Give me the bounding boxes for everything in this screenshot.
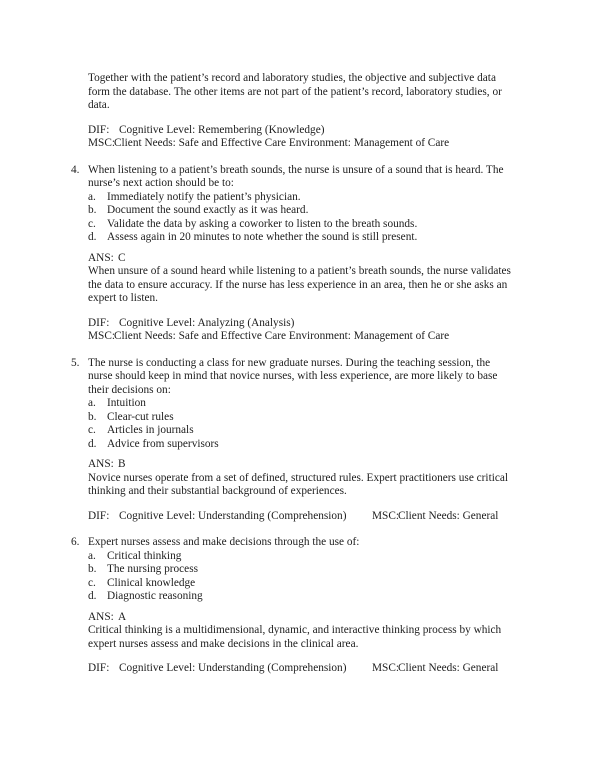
dif-label: DIF: (88, 662, 110, 674)
question-item-5 (71, 356, 516, 524)
msc-value: Client Needs: General (398, 662, 499, 674)
option-text: Critical thinking (107, 549, 182, 562)
option-letter: a. (88, 190, 96, 203)
option-letter: c. (88, 424, 96, 436)
answer-option (88, 411, 516, 425)
answer-line (88, 611, 516, 625)
dif-row (88, 317, 516, 331)
msc-label: MSC: (372, 509, 400, 522)
dif-row (88, 662, 372, 676)
msc-value: Client Needs: Safe and Effective Care Environment: Management of Care (114, 330, 450, 342)
ans-value: C (118, 251, 126, 264)
question-stem: Expert nurses assess and make decisions through the use of: (88, 536, 360, 548)
option-text: Diagnostic reasoning (107, 590, 203, 602)
msc-label: MSC: (88, 330, 116, 342)
question-stem: When listening to a patient’s breath sounds, the nurse is unsure of a sound that is heard. The nurse’s next action should be to: (88, 163, 504, 189)
answer-rationale: Together with the patient’s record and laboratory studies, the objective and subjective data form the database. The other items are not part of the patient’s record, laboratory studies, or data. (88, 72, 502, 111)
meta-block (88, 317, 516, 344)
ans-label: ANS: (88, 610, 114, 623)
answer-rationale: Critical thinking is a multidimensional, dynamic, and interactive thinking process by which expert nurses assess and make decisions in the clinical area. (88, 624, 502, 650)
dif-label: DIF: (88, 509, 110, 522)
option-letter: b. (88, 204, 97, 216)
msc-row (372, 510, 498, 522)
option-text: Advice from supervisors (107, 437, 219, 450)
option-letter: b. (88, 410, 97, 423)
dif-value: Cognitive Level: Remembering (Knowledge) (119, 123, 325, 136)
dif-label: DIF: (88, 123, 110, 136)
option-text: Immediately notify the patient’s physician. (107, 190, 301, 203)
meta-block-inline (88, 510, 516, 524)
msc-row (88, 137, 516, 151)
question-item-6 (71, 536, 516, 676)
option-letter: d. (88, 437, 97, 450)
dif-value: Cognitive Level: Understanding (Comprehension) (119, 509, 347, 522)
msc-row (372, 662, 498, 674)
answer-option (88, 204, 516, 218)
option-text: Validate the data by asking a coworker to listen to the breath sounds. (107, 217, 418, 230)
answer-option (88, 563, 516, 577)
option-text: Assess again in 20 minutes to note whether the sound is still present. (107, 231, 418, 243)
answer-option (88, 218, 516, 232)
msc-label: MSC: (88, 137, 116, 149)
option-text: The nursing process (107, 563, 198, 575)
answer-option (88, 397, 516, 411)
answer-option (88, 550, 516, 564)
ans-label: ANS: (88, 458, 114, 470)
answer-line (88, 458, 516, 472)
dif-label: DIF: (88, 316, 110, 329)
question-number: 5. (71, 356, 80, 369)
answer-option (88, 577, 516, 591)
question-item-4 (71, 163, 516, 344)
option-text: Document the sound exactly as it was heard. (107, 204, 309, 216)
answer-option (88, 424, 516, 438)
msc-row (88, 330, 516, 344)
options-list (88, 550, 516, 604)
option-text: Clear-cut rules (107, 410, 174, 423)
answer-line (88, 252, 516, 266)
dif-row (88, 124, 516, 138)
options-list (88, 191, 516, 245)
dif-value: Cognitive Level: Analyzing (Analysis) (119, 316, 295, 329)
option-text: Articles in journals (107, 424, 194, 436)
ans-value: B (118, 458, 126, 470)
msc-value: Client Needs: General (398, 509, 499, 522)
answer-rationale: Novice nurses operate from a set of defined, structured rules. Expert practitioners use critical thinking and their substantial background of experiences. (88, 471, 509, 497)
option-letter: a. (88, 397, 96, 409)
page-content (71, 72, 516, 676)
msc-value: Client Needs: Safe and Effective Care Environment: Management of Care (114, 137, 450, 149)
option-letter: d. (88, 590, 97, 602)
answer-option (88, 438, 516, 452)
option-text: Intuition (107, 397, 146, 409)
dif-value: Cognitive Level: Understanding (Comprehension) (119, 662, 347, 674)
option-letter: a. (88, 549, 96, 562)
answer-rationale: When unsure of a sound heard while listening to a patient’s breath sounds, the nurse validates the data to ensure accuracy. If the nurse has less experience in an area, then he or she asks an expert to listen. (88, 265, 511, 304)
ans-label: ANS: (88, 251, 114, 264)
meta-block (88, 124, 516, 151)
question-stem: The nurse is conducting a class for new graduate nurses. During the teaching session, the nurse should keep in mind that novice nurses, with less experience, are more likely to base their decisions on: (88, 356, 498, 396)
dif-row (88, 510, 372, 524)
msc-label: MSC: (372, 662, 400, 674)
option-letter: c. (88, 576, 96, 589)
answer-option (88, 231, 516, 245)
option-letter: d. (88, 231, 97, 243)
option-letter: b. (88, 563, 97, 575)
options-list (88, 397, 516, 451)
question-number: 6. (71, 536, 80, 548)
meta-block-inline (88, 662, 516, 676)
ans-value: A (118, 610, 127, 623)
option-letter: c. (88, 217, 96, 230)
answer-option (88, 191, 516, 205)
option-text: Clinical knowledge (107, 576, 196, 589)
question-number: 4. (71, 163, 80, 176)
answer-option (88, 590, 516, 604)
